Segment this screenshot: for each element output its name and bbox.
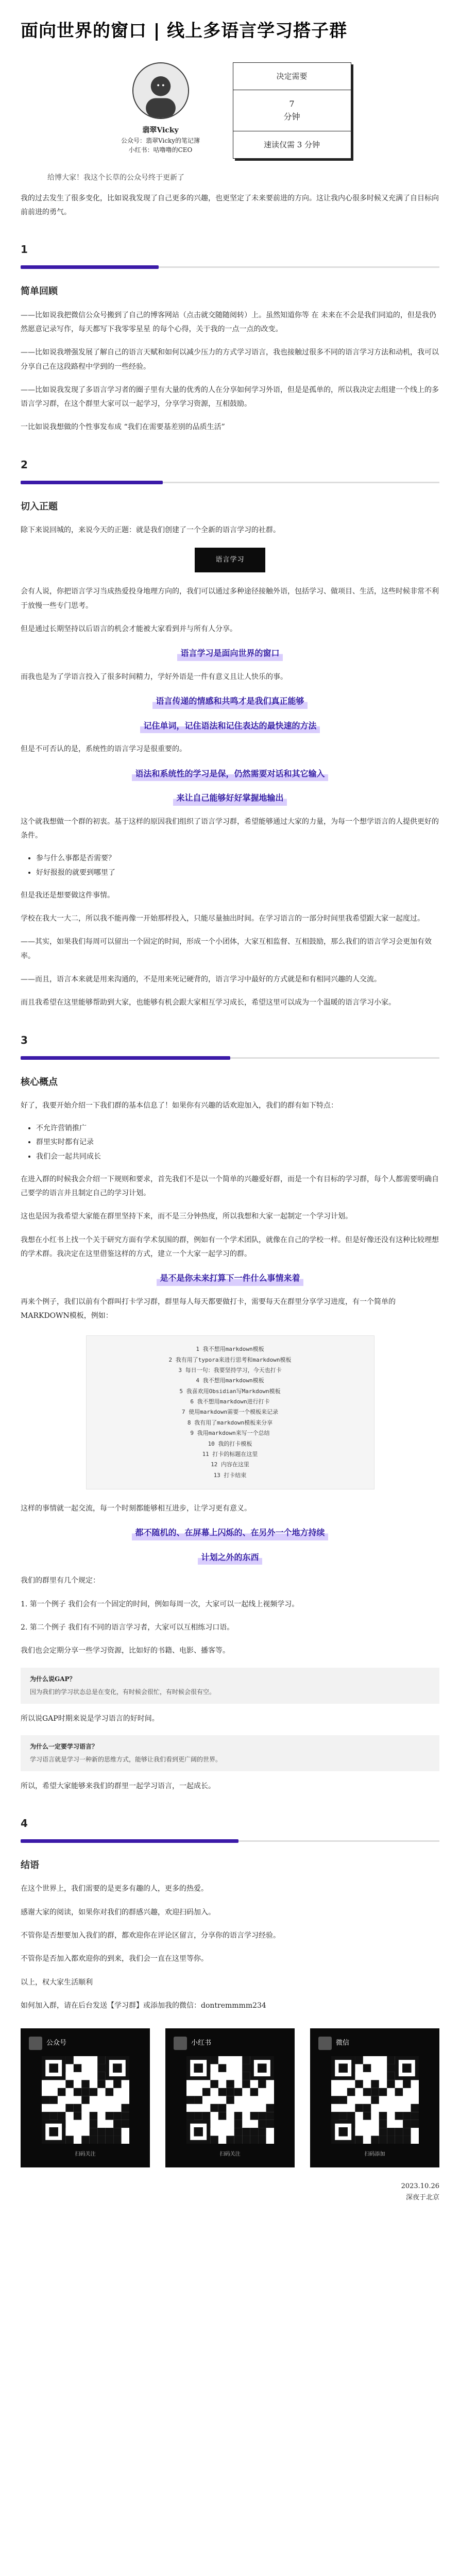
section-4-paragraph: 以上，权大家生活顺利 [21,1978,93,1987]
section-2-paragraph: 但是我还是想要做这件事情。 [21,891,114,900]
qr-pattern [42,2056,129,2144]
code-line: 6 我不想用markdown进行打卡 [190,1398,270,1405]
section-1-heading: 简单回顾 [21,286,58,297]
qr-pattern [331,2056,419,2144]
author-name: 翡翠Vicky [142,126,179,134]
code-line: 13 打卡结束 [213,1471,247,1479]
intro-quote: 给博大家！我这个长草的公众号终于更新了 [47,173,184,182]
info-card-row-2 [233,90,351,131]
section-1-paragraph: ——比如说我把微信公众号搬到了自己的博客网站（点击就交随随阅转）上。虽然知道你等 在 未来在不会是我们同追的，但是我仍然愿意记录写作，每天都写下我零零星星 的每个心得，关于我的一点一点的改变。 [21,311,436,333]
section-3-number: 3 [21,1033,28,1046]
qr-label: 微信 [336,2039,350,2047]
section-2-paragraph: 而且我希望在这里能够帮助到大家，也能够有机会跟大家相互学习成长，希望这里可以成为一个温暖的语言学习小家。 [21,998,396,1007]
section-3-paragraph: 这样的事情就一起交流，每一个时刻都能够相互进步，让学习更有意义。 [21,1504,251,1513]
article-title: 面向世界的窗口 | 线上多语言学习搭子群 [21,21,348,41]
section-2-paragraph: 但是不可否认的是，系统性的语言学习是很重要的。 [21,745,186,754]
account-icon [174,2037,187,2050]
section-2-paragraph: ——而且，语言本来就是用来沟通的，不是用来死记硬背的，语言学习中最好的方式就是和有相同兴趣的人交流。 [21,975,381,984]
progress-fill [21,1056,230,1060]
faq-box [21,1668,439,1704]
badge-wrapper [21,548,439,572]
section-3-paragraph: 再来个例子，我们以前有个群叫打卡学习群，群里每人每天都要做打卡，需要每天在群里分享学习进度，有一个简单的MARKDOWN模板，例如： [21,1297,396,1320]
language-learning-badge: 语言学习 [195,548,265,572]
reading-unit: 分钟 [283,112,300,122]
reading-minutes: 7 [289,98,295,109]
author-block [109,62,212,155]
post-place: 深夜于北京 [405,2194,439,2202]
faq-question: 为什么一定要学习语言？ [30,1742,98,1750]
avatar-illustration [133,63,188,118]
bullet-item: • 我们会一起共同成长 [36,1150,439,1163]
code-line: 12 内容在这里 [211,1461,249,1468]
section-4-paragraph: 不管你是否想要加入我们的群，都欢迎你在评论区留言，分享你的语言学习经验。 [21,1931,280,1940]
qr-code-row [21,2028,439,2167]
qr-footer: 扫码添加 [364,2151,385,2157]
section-4-paragraph: 不管你是否加入都欢迎你的到来，我们会一直在这里等你。 [21,1955,208,1963]
section-1-paragraph: ——比如说我发现了多语言学习者的圈子里有大量的优秀的人在分享如何学习外语，但是是孤单的，所以我决定去组建一个线上的多语言学习群，在这个群里大家可以一起学习，分享学习资源，互相鼓励。 [21,385,439,409]
qr-label: 小红书 [191,2039,212,2047]
section-2-paragraph: 但是通过长期坚持以后语言的机会才能被大家看到并与所有人分享。 [21,624,237,633]
code-line: 10 我的打卡模板 [208,1440,252,1447]
code-line: 7 使用markdown需要一个模板来记录 [181,1409,279,1416]
section-3-paragraph: 1. 第一个例子 我们会有一个固定的时间，例如每周一次，大家可以一起线上视频学习。 [21,1600,299,1608]
template-code-card [86,1335,374,1489]
highlight-quote: 语言学习是面向世界的窗口 [177,646,282,661]
qr-footer: 扫码关注 [75,2151,96,2157]
section-3-paragraph: 在进入群的时候我会介绍一下规则和要求，首先我们不是以一个简单的兴趣爱好群，而是一个有目标的学习群，每个人都需要明确自己要学的语言并且制定自己的学习计划。 [21,1175,439,1198]
section-2-progress [21,479,439,487]
highlight-quote: 语法和系统性的学习是保，仍然需要对话和其它输入 [132,766,328,782]
profile-section [21,62,439,159]
highlight-quote: 都不随机的、在屏幕上闪烁的、在另外一个地方持续 [132,1525,328,1540]
author-xiaohongshu: 小红书：咕噜噜的CEO [128,146,193,154]
section-4-paragraph: 感谢大家的阅读，如果你对我们的群感兴趣，欢迎扫码加入。 [21,1908,215,1917]
qr-card[interactable] [310,2028,439,2167]
bullet-item: • 不允许营销推广 [36,1122,439,1135]
progress-fill [21,265,159,269]
info-card-row-3: 速读仅需 3 分钟 [263,140,320,149]
section-1-number: 1 [21,243,28,256]
section-2-heading: 切入正题 [21,501,58,512]
section-4-progress [21,1837,439,1845]
faq-box [21,1735,439,1771]
qr-card[interactable] [21,2028,150,2167]
author-avatar [132,62,189,119]
section-4-paragraph: 在这个世界上，我们需要的是更多有趣的人，更多的热爱。 [21,1885,208,1893]
section-3-paragraph: 所以说GAP时期来说是学习语言的好时间。 [21,1714,159,1723]
qr-code-image[interactable] [186,2056,274,2144]
section-3-bullets [36,1122,439,1163]
bullet-item: • 好好报报的就要到哪里了 [36,867,439,879]
faq-answer: 因为我们的学习状态总是在变化，有时候会很忙，有时候会很有空。 [30,1688,216,1696]
section-1-progress [21,263,439,272]
section-2-paragraph: ——其实，如果我们每周可以留出一个固定的时间，形成一个小团体，大家互相监督、互相鼓励，那么我们的语言学习会更加有效率。 [21,938,432,960]
highlight-quote: 来让自己能够好好掌握地输出 [173,790,286,806]
faq-question: 为什么说GAP？ [30,1675,76,1683]
section-3-paragraph: 这也是因为我希望大家能在群里坚持下来，而不是三分钟热度，所以我想和大家一起制定一个学习计划。 [21,1212,352,1221]
section-3-heading: 核心概点 [21,1076,58,1088]
section-3-progress [21,1054,439,1062]
section-1-paragraph: ——比如说我增强发展了解自己的语言天赋和如何以减少压力的方式学习语言，我也接触过很多不同的语言学习方法和动机，我可以分享自己在这段路程中学到的一些经验。 [21,348,439,371]
post-date: 2023.10.26 [401,2182,439,2191]
code-line: 8 我有用了markdown模板来分享 [187,1419,273,1426]
section-3-paragraph: 所以，希望大家能够来我们的群里一起学习语言，一起成长。 [21,1782,215,1790]
code-line: 11 打卡的标题在这里 [202,1450,258,1458]
section-2-paragraph: 除下来说回城的，来说今天的正题：就是我们创建了一个全新的语言学习的社群。 [21,526,280,535]
highlight-quote: 记住单词，记住语法和记住表达的最快速的方法 [140,718,319,734]
qr-code-image[interactable] [42,2056,129,2144]
qr-footer: 扫码关注 [219,2151,241,2157]
section-4-heading: 结语 [21,1860,39,1871]
section-2-paragraph: 而我也是为了学语言投入了很多时间精力，学好外语是一件有意义且让人快乐的事。 [21,672,287,681]
qr-card[interactable] [165,2028,295,2167]
bullet-item: • 参与什么事都是否需要？ [36,852,439,865]
qr-pattern [186,2056,274,2144]
section-3-paragraph: 好了，我要开始介绍一下我们群的基本信息了！如果你有兴趣的话欢迎加入，我们的群有如下特点： [21,1101,338,1110]
section-4-number: 4 [21,1817,28,1830]
code-line: 3 每日一句：我要坚持学习，今天也打卡 [178,1367,282,1374]
progress-fill [21,1839,238,1843]
highlight-quote: 是不是你未来打算下一件什么事情来着 [157,1270,303,1286]
highlight-quote: 计划之外的东西 [198,1550,262,1565]
section-3-paragraph: 2. 第二个例子 我们有不同的语言学习者，大家可以互相练习口语。 [21,1623,234,1632]
section-3-paragraph: 我们也会定期分享一些学习资源，比如好的书籍、电影、播客等。 [21,1647,230,1655]
section-2-paragraph: 这个就我想做一个群的初衷。基于这样的原因我们组织了语言学习群，希望能够通过大家的力量，为每一个想学语言的人提供更好的条件。 [21,817,439,840]
join-instructions: 如何加入群，请在后台发送【学习群】或添加我的微信：dontremmmm234 [21,2001,266,2010]
code-line: 1 我不想用markdown模板 [196,1346,264,1353]
code-line: 2 我有用了typora来进行思考和markdown模板 [168,1356,292,1363]
bullet-item: • 群里实时都有记录 [36,1136,439,1149]
reading-info-card [233,62,351,159]
code-line: 9 我用markdown来写一个总结 [190,1430,270,1437]
account-icon [318,2037,332,2050]
info-card-row-1: 决定需要 [233,63,351,90]
author-wechat: 公众号：翡翠Vicky的笔记簿 [121,137,200,144]
section-2-number: 2 [21,458,28,471]
section-3-paragraph: 我们的群里有几个规定： [21,1577,100,1585]
qr-label: 公众号 [46,2039,67,2047]
faq-answer: 学习语言就是学习一种新的思维方式，能够让我们看到更广阔的世界。 [30,1755,222,1763]
qr-code-image[interactable] [331,2056,419,2144]
section-2-bullets [36,852,439,879]
section-3-paragraph: 我想在小红书上找一个关于研究方面有学术氛围的群，例如有一个学术团队，就像在自己的学校一样。但是好像还没有这种比较理想的学术群。我决定在这里借鉴这样的方式，建立一个大家一起学习的群。 [21,1235,439,1258]
code-line: 4 我不想用markdown模板 [196,1377,264,1384]
progress-fill [21,481,163,484]
intro-paragraph: 我的过去发生了很多变化，比如说我发现了自己更多的兴趣，也更坚定了未来要前进的方向。这让我内心很多时候又充满了自目标向前前进的勇气。 [21,194,439,217]
highlight-quote: 语言传递的情感和共鸣才是我们真正能够 [152,693,307,709]
section-1-paragraph: 一比如说我想做的个性事发布成 “我们在需要基差别的品质生活” [21,423,225,432]
section-2-paragraph: 学校在我大一大二，所以我不能再像一开始那样投入，只能尽量抽出时间。在学习语言的一部分时间里我希望跟大家一起度过。 [21,914,424,923]
signature-footer [21,2181,439,2204]
account-icon [29,2037,42,2050]
section-2-paragraph: 会有人说，你把语言学习当成热爱投身地理方向的，我们可以通过多种途径接触外语，包括学习、做项目、生活，这些时候非常不利于放慢一些专门思考。 [21,587,439,610]
code-line: 5 我喜欢用Obsidian写Markdown模板 [179,1387,281,1395]
